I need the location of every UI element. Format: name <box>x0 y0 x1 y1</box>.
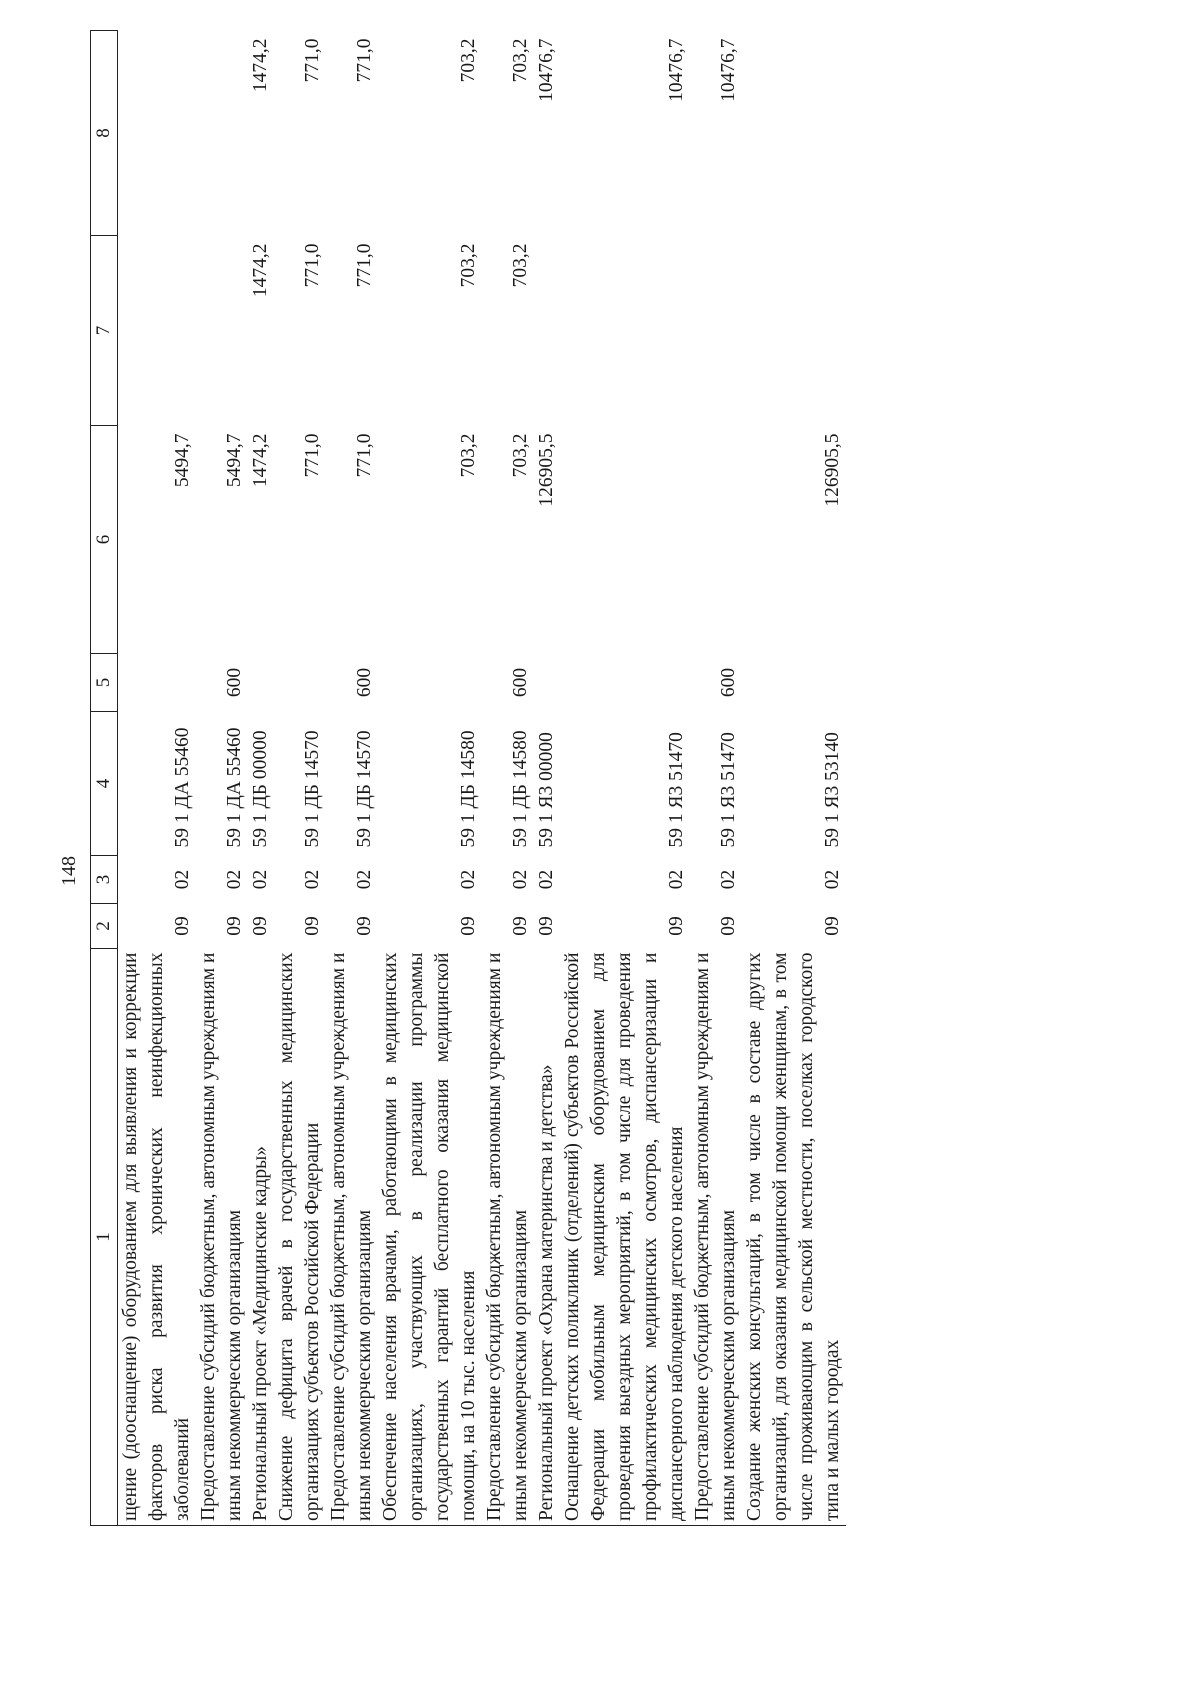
table-header <box>91 31 118 1526</box>
column-header-2: 2 <box>91 904 118 949</box>
row-name: щение (дооснащение) оборудованием для выявления и коррекции факторов риска развития хронических неинфекционных заболеваний <box>118 949 197 1526</box>
row-name: Предоставление субсидий бюджетным, автономным учреждениям и иным некоммерческим организациям <box>482 949 534 1526</box>
row-amount-8: 10476,7 <box>536 38 557 102</box>
column-header-1: 1 <box>91 949 118 1526</box>
row-expense-type <box>248 654 274 712</box>
table-row <box>118 31 197 1526</box>
column-header-8: 8 <box>91 31 118 236</box>
row-amount-8: 771,0 <box>302 38 323 83</box>
row-target-article: 59 1 ДБ 14580 <box>510 730 531 848</box>
row-podrazdel: 02 <box>510 869 531 890</box>
row-amount-6: 1474,2 <box>250 433 271 488</box>
row-amount-6: 771,0 <box>354 433 375 478</box>
page-number: 148 <box>58 856 80 886</box>
row-amount-6: 5494,7 <box>224 433 245 488</box>
row-amount-6: 703,2 <box>510 433 531 478</box>
row-expense-type <box>742 654 846 712</box>
row-amount-8: 703,2 <box>510 38 531 83</box>
row-name: Обеспечение населения врачами, работающими в медицинских организациях, участвующих в реализации программы государственных гарантий бесплатного оказания медицинской помощи, на 10 тыс. населения <box>378 949 482 1526</box>
column-header-4: 4 <box>91 712 118 856</box>
row-target-article: 59 1 ДБ 00000 <box>250 730 271 848</box>
row-amount-8: 1474,2 <box>250 38 271 93</box>
row-amount-7 <box>690 236 742 426</box>
row-podrazdel: 02 <box>666 869 687 890</box>
row-target-article: 59 1 ДБ 14570 <box>354 730 375 848</box>
row-expense-type <box>534 654 560 712</box>
row-amount-7 <box>118 236 197 426</box>
row-amount-8: 703,2 <box>458 38 479 83</box>
row-amount-8: 10476,7 <box>718 38 739 102</box>
table-row <box>274 31 326 1526</box>
row-expense-type: 600 <box>354 667 375 698</box>
row-podrazdel: 02 <box>302 869 323 890</box>
row-amount-6: 771,0 <box>302 433 323 478</box>
row-podrazdel: 02 <box>718 869 739 890</box>
row-amount-6: 5494,7 <box>172 433 193 488</box>
row-razdel: 09 <box>718 916 739 936</box>
row-podrazdel: 02 <box>536 869 557 890</box>
row-amount-6: 703,2 <box>458 433 479 478</box>
row-amount-6: 126905,5 <box>536 433 557 507</box>
column-header-7: 7 <box>91 236 118 426</box>
table-row <box>378 31 482 1526</box>
column-header-6: 6 <box>91 426 118 654</box>
row-podrazdel: 02 <box>822 869 843 890</box>
row-amount-6: 126905,5 <box>822 433 843 507</box>
row-amount-7 <box>742 236 846 426</box>
table-row <box>690 31 742 1526</box>
row-amount-7: 703,2 <box>510 243 531 288</box>
row-target-article: 59 1 ДБ 14580 <box>458 730 479 848</box>
row-amount-8: 771,0 <box>354 38 375 83</box>
row-target-article: 59 1 Я3 00000 <box>536 732 557 848</box>
row-expense-type <box>274 654 326 712</box>
row-podrazdel: 02 <box>354 869 375 890</box>
row-amount-7: 703,2 <box>458 243 479 288</box>
row-amount-8 <box>118 31 197 236</box>
table-row <box>196 31 248 1526</box>
row-name: Оснащение детских поликлиник (отделений) субъектов Российской Федерации мобильным медицинским оборудованием для проведения выездных мероприятий, в том числе для проведения профилактических медицинских осмотров, диспансеризации и диспансерного наблюдения детского населения <box>560 949 690 1526</box>
row-target-article: 59 1 Я3 53140 <box>822 732 843 848</box>
row-expense-type: 600 <box>510 667 531 698</box>
row-amount-7 <box>560 236 690 426</box>
table-row <box>742 31 846 1526</box>
header-row <box>91 31 118 1526</box>
row-expense-type <box>560 654 690 712</box>
row-name: Региональный проект «Охрана материнства и детства» <box>534 949 560 1526</box>
row-razdel: 09 <box>536 916 557 936</box>
row-target-article: 59 1 ДБ 14570 <box>302 730 323 848</box>
row-target-article: 59 1 Я3 51470 <box>666 732 687 848</box>
table-body <box>118 31 847 1526</box>
row-name: Создание женских консультаций, в том числе в составе других организаций, для оказания медицинской помощи женщинам, в том числе проживающим в сельской местности, поселках городского типа и малых городах <box>742 949 846 1526</box>
row-expense-type <box>378 654 482 712</box>
row-amount-7 <box>534 236 560 426</box>
table-row <box>534 31 560 1526</box>
budget-table <box>90 30 846 1526</box>
column-header-3: 3 <box>91 856 118 904</box>
row-name: Снижение дефицита врачей в государственных медицинских организациях субъектов Российской Федерации <box>274 949 326 1526</box>
row-name: Региональный проект «Медицинские кадры» <box>248 949 274 1526</box>
row-name: Предоставление субсидий бюджетным, автономным учреждениям и иным некоммерческим организациям <box>690 949 742 1526</box>
row-target-article: 59 1 ДА 55460 <box>224 727 245 848</box>
row-podrazdel: 02 <box>224 869 245 890</box>
row-amount-8 <box>196 31 248 236</box>
row-target-article: 59 1 ДА 55460 <box>172 727 193 848</box>
row-amount-6 <box>560 426 690 654</box>
row-target-article: 59 1 Я3 51470 <box>718 732 739 848</box>
row-razdel: 09 <box>172 916 193 936</box>
row-razdel: 09 <box>224 916 245 936</box>
row-amount-7: 771,0 <box>302 243 323 288</box>
table-row <box>248 31 274 1526</box>
row-name: Предоставление субсидий бюджетным, автономным учреждениям и иным некоммерческим организациям <box>326 949 378 1526</box>
row-podrazdel: 02 <box>458 869 479 890</box>
table-row <box>326 31 378 1526</box>
row-razdel: 09 <box>458 916 479 936</box>
row-podrazdel: 02 <box>172 869 193 890</box>
row-podrazdel: 02 <box>250 869 271 890</box>
row-razdel: 09 <box>250 916 271 936</box>
row-expense-type <box>118 654 197 712</box>
row-amount-8 <box>742 31 846 236</box>
column-header-5: 5 <box>91 654 118 712</box>
row-razdel: 09 <box>666 916 687 936</box>
row-expense-type: 600 <box>718 667 739 698</box>
row-amount-8: 10476,7 <box>666 38 687 102</box>
row-razdel: 09 <box>302 916 323 936</box>
row-name: Предоставление субсидий бюджетным, автономным учреждениям и иным некоммерческим организациям <box>196 949 248 1526</box>
row-expense-type: 600 <box>224 667 245 698</box>
row-amount-7: 771,0 <box>354 243 375 288</box>
row-amount-7 <box>196 236 248 426</box>
row-razdel: 09 <box>354 916 375 936</box>
table-row <box>560 31 690 1526</box>
row-amount-7: 1474,2 <box>250 243 271 298</box>
row-amount-6 <box>690 426 742 654</box>
row-razdel: 09 <box>822 916 843 936</box>
row-razdel: 09 <box>510 916 531 936</box>
table-row <box>482 31 534 1526</box>
